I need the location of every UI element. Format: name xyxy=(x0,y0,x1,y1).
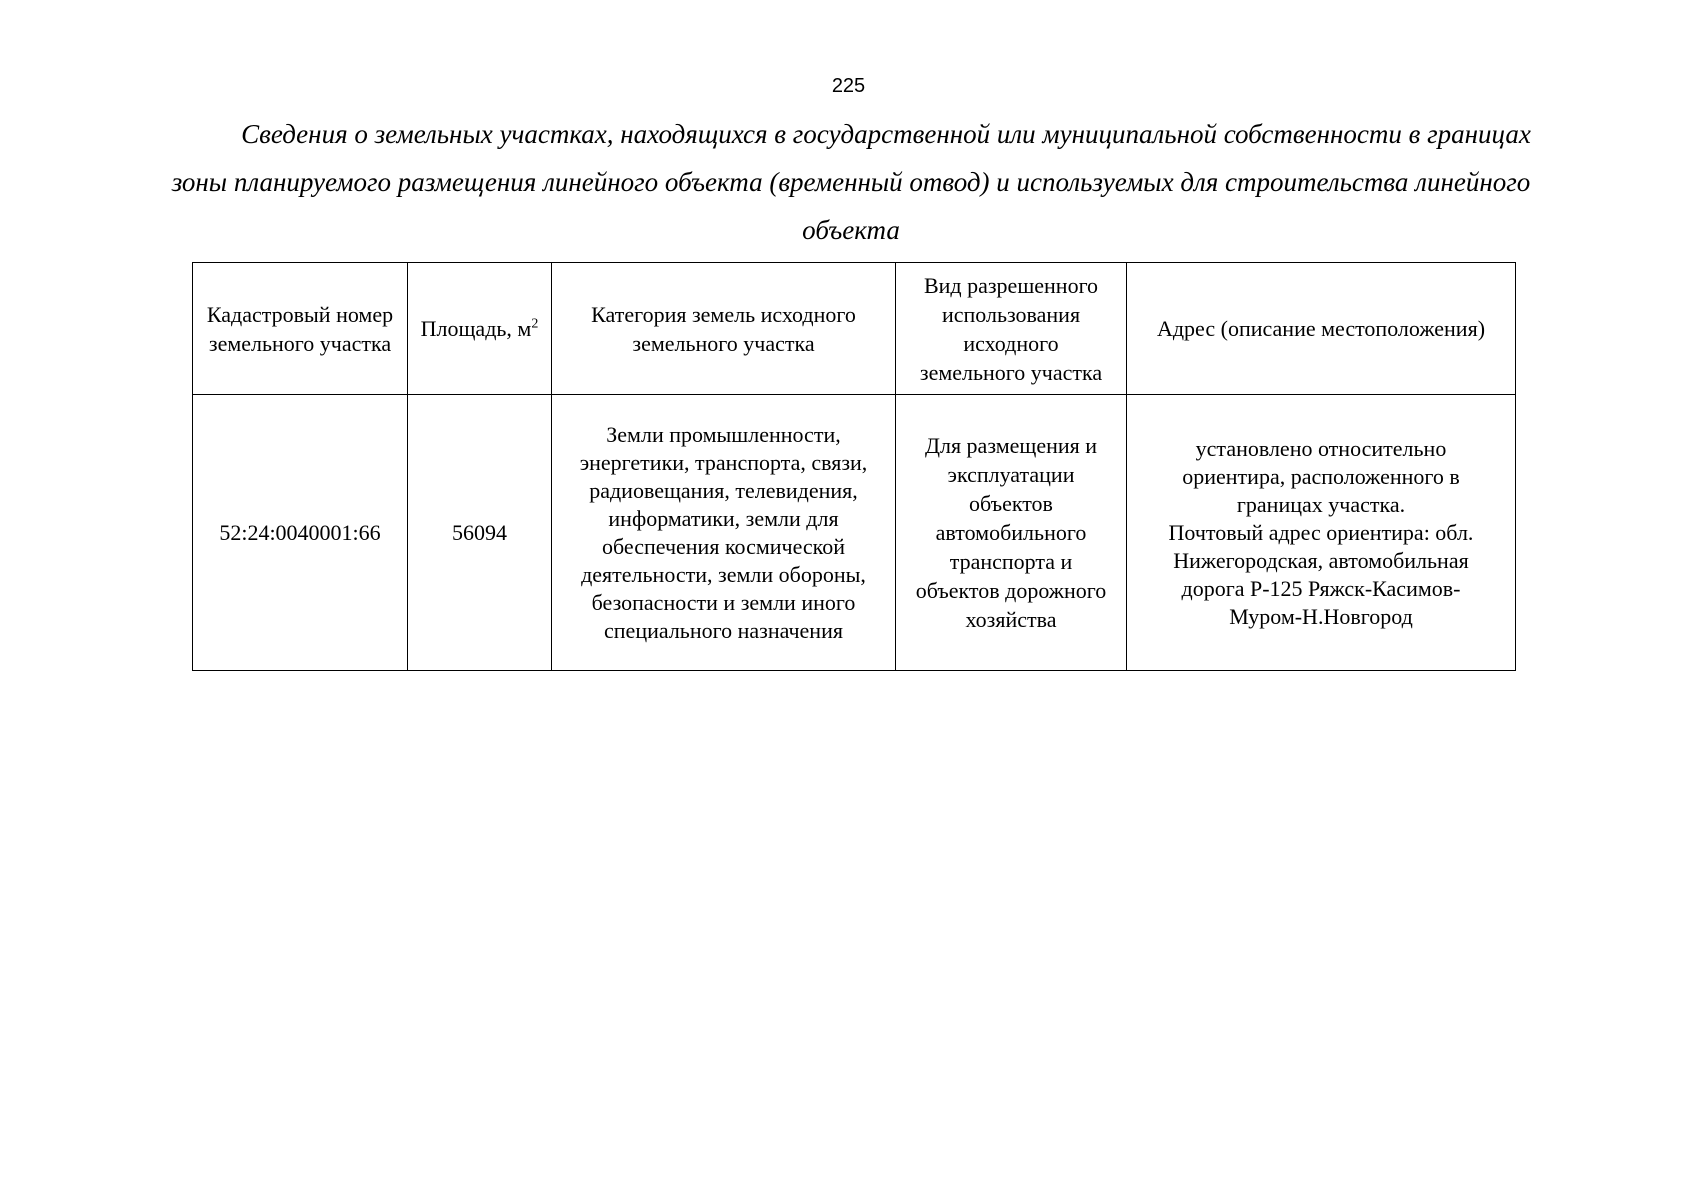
title-line-3: объекта xyxy=(802,215,900,245)
cell-permitted-use: Для размещения и эксплуатации объектов автомобильного транспорта и объектов дорожного хозяйства xyxy=(896,395,1127,671)
header-area-superscript: 2 xyxy=(531,316,539,332)
header-land-category: Категория земель исходного земельного участка xyxy=(552,263,896,395)
title-line-1: Сведения о земельных участках, находящихся в государственной или муниципальной собственности в границах xyxy=(241,119,1531,149)
cell-land-category: Земли промышленности, энергетики, транспорта, связи, радиовещания, телевидения, информатики, земли для обеспечения космической деятельности, земли обороны, безопасности и земли иного специального назначения xyxy=(552,395,896,671)
cell-address xyxy=(1127,395,1516,671)
page-number: 225 xyxy=(831,75,866,97)
land-plots-table xyxy=(192,262,1516,671)
header-cadastral-number: Кадастровый номер земельного участка xyxy=(193,263,408,395)
cell-cadastral-number: 52:24:0040001:66 xyxy=(193,395,408,671)
address-line-2: Почтовый адрес ориентира: обл. Нижегородская, автомобильная дорога Р-125 Ряжск-Касимов-Муром-Н.Новгород xyxy=(1168,519,1474,629)
document-title xyxy=(134,110,1568,254)
header-permitted-use: Вид разрешенного использования исходного земельного участка xyxy=(896,263,1127,395)
address-line-1: установлено относительно ориентира, расположенного в границах участка. xyxy=(1182,435,1460,517)
header-area-label: Площадь, м xyxy=(420,316,532,341)
table-header-row xyxy=(193,263,1516,395)
title-line-2: зоны планируемого размещения линейного объекта (временный отвод) и используемых для строительства линейного xyxy=(171,167,1531,197)
header-address: Адрес (описание местоположения) xyxy=(1127,263,1516,395)
cell-area: 56094 xyxy=(408,395,552,671)
table-row xyxy=(193,395,1516,671)
header-area xyxy=(408,263,552,395)
